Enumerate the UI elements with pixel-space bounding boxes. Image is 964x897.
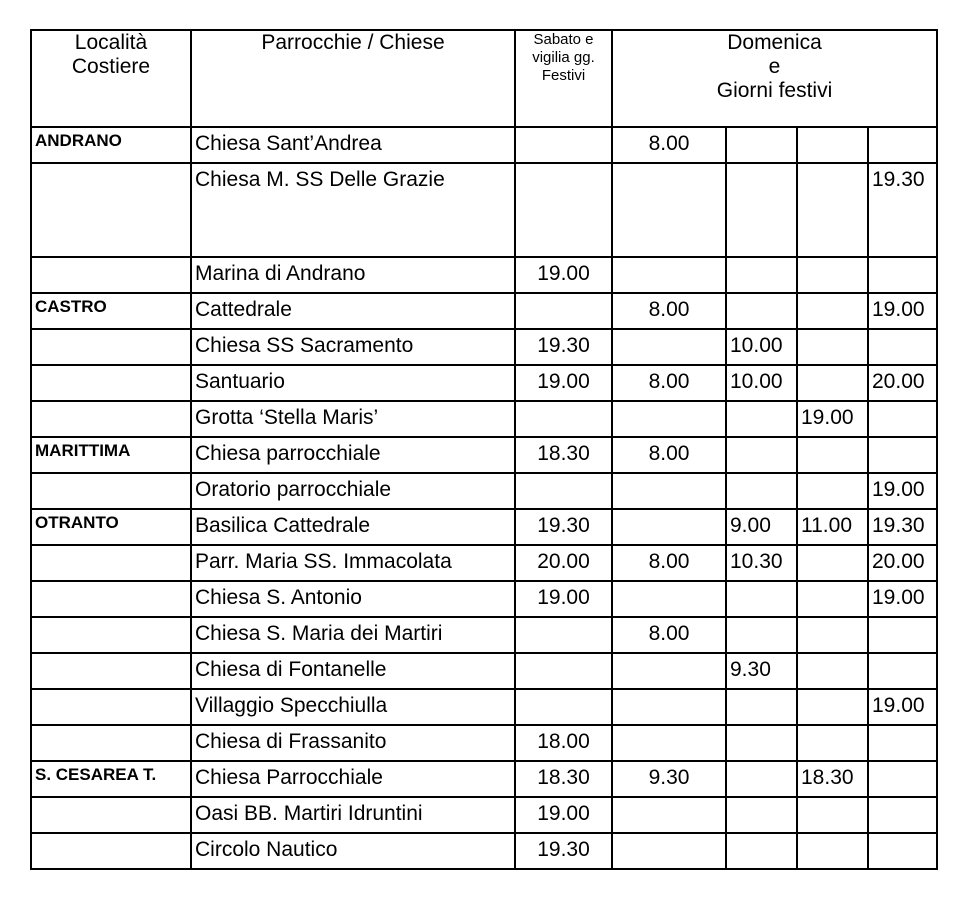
sunday-time-cell-text: 19.00 (872, 478, 925, 501)
sunday-time-cell (868, 163, 937, 257)
sunday-time-cell (612, 257, 726, 293)
saturday-time-cell-text: 19.00 (537, 262, 590, 285)
locality-cell (31, 761, 191, 797)
saturday-time-cell (515, 365, 612, 401)
church-cell-text: Chiesa M. SS Delle Grazie (195, 168, 445, 191)
locality-cell (31, 617, 191, 653)
sunday-time-cell (726, 329, 797, 365)
header-sabato-line: vigilia gg. (532, 49, 595, 66)
saturday-time-cell (515, 127, 612, 163)
locality-cell (31, 653, 191, 689)
table-row (31, 163, 937, 257)
sunday-time-cell (868, 401, 937, 437)
saturday-time-cell-text: 18.30 (537, 766, 590, 789)
table-row (31, 833, 937, 869)
header-parrocchie-label: Parrocchie / Chiese (261, 31, 445, 54)
saturday-time-cell (515, 797, 612, 833)
locality-cell-text: OTRANTO (35, 513, 119, 532)
sunday-time-cell (612, 127, 726, 163)
church-cell (191, 689, 515, 725)
sunday-time-cell (726, 761, 797, 797)
saturday-time-cell (515, 509, 612, 545)
locality-cell (31, 127, 191, 163)
sunday-time-cell (797, 797, 868, 833)
sunday-time-cell (726, 797, 797, 833)
sunday-time-cell (868, 725, 937, 761)
church-cell (191, 401, 515, 437)
saturday-time-cell (515, 293, 612, 329)
locality-cell-text: S. CESAREA T. (35, 765, 157, 784)
sunday-time-cell (868, 365, 937, 401)
saturday-time-cell-text: 19.00 (537, 370, 590, 393)
sunday-time-cell (797, 725, 868, 761)
church-cell-text: Circolo Nautico (195, 838, 338, 861)
saturday-time-cell-text: 18.30 (537, 442, 590, 465)
header-sabato (515, 30, 612, 127)
sunday-time-cell (726, 653, 797, 689)
sunday-time-cell (868, 833, 937, 869)
table-row (31, 365, 937, 401)
locality-cell-text: ANDRANO (35, 131, 122, 150)
church-cell (191, 653, 515, 689)
table-row (31, 257, 937, 293)
table-row (31, 797, 937, 833)
sunday-time-cell (868, 761, 937, 797)
saturday-time-cell-text: 19.00 (537, 586, 590, 609)
sunday-time-cell-text: 8.00 (648, 298, 690, 321)
church-cell (191, 833, 515, 869)
locality-cell (31, 401, 191, 437)
sunday-time-cell-text: 10.30 (730, 550, 783, 573)
sunday-time-cell (797, 581, 868, 617)
saturday-time-cell (515, 401, 612, 437)
table-row (31, 473, 937, 509)
table-row (31, 689, 937, 725)
sunday-time-cell-text: 8.00 (648, 132, 690, 155)
saturday-time-cell (515, 329, 612, 365)
sunday-time-cell (797, 689, 868, 725)
saturday-time-cell (515, 437, 612, 473)
table-row (31, 127, 937, 163)
sunday-time-cell (612, 653, 726, 689)
header-localita-line: Località (74, 31, 148, 54)
sunday-time-cell-text: 19.30 (872, 514, 925, 537)
sunday-time-cell (868, 617, 937, 653)
sunday-time-cell (726, 127, 797, 163)
header-localita (31, 30, 191, 127)
sunday-time-cell (612, 365, 726, 401)
sunday-time-cell (868, 797, 937, 833)
sunday-time-cell (612, 293, 726, 329)
saturday-time-cell (515, 581, 612, 617)
sunday-time-cell (726, 163, 797, 257)
sunday-time-cell (797, 473, 868, 509)
header-domenica-line: Giorni festivi (716, 79, 833, 102)
sunday-time-cell (726, 545, 797, 581)
sunday-time-cell-text: 9.30 (648, 766, 690, 789)
locality-cell-text: CASTRO (35, 297, 107, 316)
header-localita-line: Costiere (71, 55, 151, 78)
locality-cell-text: MARITTIMA (35, 441, 131, 460)
sunday-time-cell-text: 20.00 (872, 370, 925, 393)
church-cell-text: Oasi BB. Martiri Idruntini (195, 802, 423, 825)
saturday-time-cell-text: 20.00 (537, 550, 590, 573)
church-cell (191, 581, 515, 617)
church-cell (191, 617, 515, 653)
locality-cell (31, 329, 191, 365)
table-row (31, 437, 937, 473)
church-cell-text: Chiesa di Fontanelle (195, 658, 387, 681)
church-cell-text: Chiesa Parrocchiale (195, 766, 383, 789)
sunday-time-cell (612, 509, 726, 545)
sunday-time-cell (797, 833, 868, 869)
sunday-time-cell (726, 689, 797, 725)
sunday-time-cell (797, 127, 868, 163)
sunday-time-cell (797, 329, 868, 365)
sunday-time-cell-text: 8.00 (648, 370, 690, 393)
sunday-time-cell (868, 437, 937, 473)
saturday-time-cell (515, 725, 612, 761)
sunday-time-cell (726, 365, 797, 401)
sunday-time-cell (797, 509, 868, 545)
table-row (31, 725, 937, 761)
table-row (31, 401, 937, 437)
locality-cell (31, 581, 191, 617)
sunday-time-cell (797, 401, 868, 437)
sunday-time-cell (612, 833, 726, 869)
church-cell (191, 257, 515, 293)
saturday-time-cell (515, 473, 612, 509)
locality-cell (31, 473, 191, 509)
table-row (31, 329, 937, 365)
locality-cell (31, 365, 191, 401)
locality-cell (31, 797, 191, 833)
sunday-time-cell-text: 10.00 (730, 334, 783, 357)
header-row (31, 30, 937, 127)
schedule-body (31, 127, 937, 869)
table-row (31, 761, 937, 797)
sunday-time-cell (612, 437, 726, 473)
church-cell-text: Marina di Andrano (195, 262, 366, 285)
sunday-time-cell (797, 365, 868, 401)
church-cell-text: Chiesa SS Sacramento (195, 334, 414, 357)
header-domenica (612, 30, 937, 127)
sunday-time-cell (868, 581, 937, 617)
sunday-time-cell (612, 725, 726, 761)
sunday-time-cell (868, 689, 937, 725)
sunday-time-cell (726, 509, 797, 545)
saturday-time-cell (515, 257, 612, 293)
church-cell (191, 725, 515, 761)
locality-cell (31, 725, 191, 761)
sunday-time-cell (726, 401, 797, 437)
sunday-time-cell-text: 10.00 (730, 370, 783, 393)
church-cell (191, 163, 515, 257)
saturday-time-cell-text: 19.30 (537, 838, 590, 861)
sunday-time-cell (612, 689, 726, 725)
sunday-time-cell (612, 617, 726, 653)
table-row (31, 509, 937, 545)
sunday-time-cell (797, 437, 868, 473)
church-cell-text: Cattedrale (195, 298, 292, 321)
table-row (31, 617, 937, 653)
sunday-time-cell (726, 437, 797, 473)
sunday-time-cell (726, 293, 797, 329)
locality-cell (31, 545, 191, 581)
saturday-time-cell-text: 19.00 (537, 802, 590, 825)
sunday-time-cell (868, 329, 937, 365)
table-row (31, 581, 937, 617)
sunday-time-cell-text: 19.00 (872, 298, 925, 321)
sunday-time-cell (797, 617, 868, 653)
saturday-time-cell-text: 18.00 (537, 730, 590, 753)
church-cell (191, 365, 515, 401)
locality-cell (31, 257, 191, 293)
sunday-time-cell (797, 163, 868, 257)
church-cell-text: Santuario (195, 370, 285, 393)
church-cell (191, 437, 515, 473)
locality-cell (31, 293, 191, 329)
sunday-time-cell (868, 293, 937, 329)
saturday-time-cell (515, 617, 612, 653)
church-cell-text: Chiesa di Frassanito (195, 730, 387, 753)
church-cell (191, 545, 515, 581)
church-cell (191, 293, 515, 329)
table-row (31, 293, 937, 329)
church-cell (191, 329, 515, 365)
church-cell (191, 127, 515, 163)
sunday-time-cell-text: 8.00 (648, 622, 690, 645)
saturday-time-cell (515, 689, 612, 725)
church-cell (191, 761, 515, 797)
sunday-time-cell (726, 725, 797, 761)
sunday-time-cell-text: 19.00 (801, 406, 854, 429)
locality-cell (31, 437, 191, 473)
header-sabato-line: Festivi (541, 67, 586, 84)
sunday-time-cell (612, 473, 726, 509)
sunday-time-cell (868, 545, 937, 581)
header-parrocchie (191, 30, 515, 127)
church-cell-text: Basilica Cattedrale (195, 514, 371, 537)
church-cell (191, 473, 515, 509)
saturday-time-cell (515, 653, 612, 689)
sunday-time-cell (612, 581, 726, 617)
locality-cell (31, 689, 191, 725)
sunday-time-cell (612, 761, 726, 797)
sunday-time-cell (797, 761, 868, 797)
saturday-time-cell (515, 761, 612, 797)
table-row (31, 653, 937, 689)
sunday-time-cell (612, 329, 726, 365)
sunday-time-cell-text: 19.00 (872, 586, 925, 609)
sunday-time-cell-text: 8.00 (648, 550, 690, 573)
church-cell-text: Grotta ‘Stella Maris’ (195, 406, 379, 429)
church-cell (191, 509, 515, 545)
mass-schedule-table (30, 29, 938, 870)
saturday-time-cell-text: 19.30 (537, 334, 590, 357)
sunday-time-cell (797, 257, 868, 293)
sunday-time-cell (612, 401, 726, 437)
table-row (31, 545, 937, 581)
sunday-time-cell-text: 9.30 (730, 658, 771, 681)
church-cell-text: Chiesa Sant’Andrea (195, 132, 382, 155)
header-domenica-line: e (768, 55, 781, 78)
sunday-time-cell-text: 19.00 (872, 694, 925, 717)
sunday-time-cell (726, 581, 797, 617)
sunday-time-cell (868, 653, 937, 689)
church-cell-text: Oratorio parrocchiale (195, 478, 392, 501)
locality-cell (31, 163, 191, 257)
sunday-time-cell (612, 797, 726, 833)
header-sabato-line: Sabato e (533, 31, 594, 48)
sunday-time-cell-text: 18.30 (801, 766, 854, 789)
sunday-time-cell (726, 257, 797, 293)
locality-cell (31, 509, 191, 545)
church-cell-text: Chiesa S. Antonio (195, 586, 362, 609)
sunday-time-cell (612, 545, 726, 581)
sunday-time-cell (612, 163, 726, 257)
sunday-time-cell (726, 617, 797, 653)
saturday-time-cell (515, 833, 612, 869)
church-cell-text: Chiesa parrocchiale (195, 442, 381, 465)
sunday-time-cell (868, 257, 937, 293)
sunday-time-cell (797, 653, 868, 689)
saturday-time-cell (515, 163, 612, 257)
sunday-time-cell (726, 473, 797, 509)
sunday-time-cell-text: 9.00 (730, 514, 771, 537)
sunday-time-cell (797, 545, 868, 581)
sunday-time-cell (726, 833, 797, 869)
church-cell (191, 797, 515, 833)
saturday-time-cell (515, 545, 612, 581)
sunday-time-cell-text: 11.00 (801, 514, 852, 537)
locality-cell (31, 833, 191, 869)
saturday-time-cell-text: 19.30 (537, 514, 590, 537)
sunday-time-cell (868, 473, 937, 509)
sunday-time-cell-text: 19.30 (872, 168, 925, 191)
sunday-time-cell (868, 127, 937, 163)
header-domenica-line: Domenica (727, 31, 822, 54)
sunday-time-cell (797, 293, 868, 329)
sunday-time-cell (868, 509, 937, 545)
sunday-time-cell-text: 20.00 (872, 550, 925, 573)
sunday-time-cell-text: 8.00 (648, 442, 690, 465)
church-cell-text: Chiesa S. Maria dei Martiri (195, 622, 443, 645)
church-cell-text: Parr. Maria SS. Immacolata (195, 550, 452, 573)
church-cell-text: Villaggio Specchiulla (195, 694, 388, 717)
